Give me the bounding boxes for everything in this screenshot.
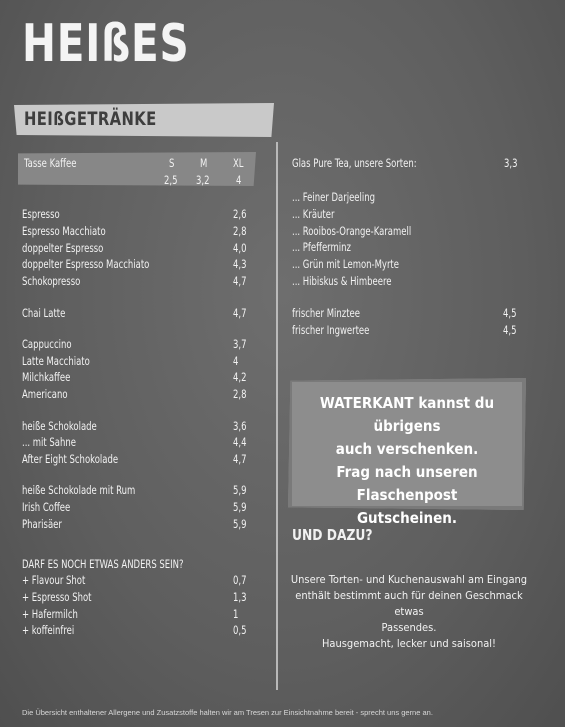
menu-item-price: 5,9 xyxy=(233,500,247,515)
menu-item-row xyxy=(22,224,250,240)
menu-item-name: + Espresso Shot xyxy=(22,589,92,604)
menu-item-row xyxy=(22,337,250,353)
menu-item-name: heiße Schokolade xyxy=(22,418,97,433)
menu-item-name: Schokopresso xyxy=(22,274,81,289)
gift-promo-text xyxy=(300,392,514,530)
menu-item-price: 4,2 xyxy=(233,370,247,385)
menu-item-price: 4,7 xyxy=(233,305,247,320)
menu-item-name: ... Kräuter xyxy=(292,206,335,221)
menu-item-row xyxy=(22,500,250,516)
menu-item-name: After Eight Schokolade xyxy=(22,452,119,467)
menu-item-name: Chai Latte xyxy=(22,305,66,320)
menu-item-price: 4,7 xyxy=(233,452,247,467)
menu-item-name: Espresso xyxy=(22,207,60,221)
menu-item-name: ... Rooibos-Orange-Karamell xyxy=(292,223,412,238)
menu-item-price: 2,6 xyxy=(233,207,247,221)
menu-item-row xyxy=(22,274,250,290)
menu-item-name: Americano xyxy=(22,387,68,402)
menu-item-price: 1,3 xyxy=(233,589,247,604)
menu-item-name: ... Pfefferminz xyxy=(292,240,351,255)
menu-item-name: + koffeinfrei xyxy=(22,623,75,638)
menu-item-price: 4,0 xyxy=(233,240,247,255)
menu-item-name: Latte Macchiato xyxy=(22,353,90,368)
menu-item-row xyxy=(22,257,250,273)
menu-item-row xyxy=(22,623,250,639)
menu-item-name: Milchkaffee xyxy=(22,370,71,385)
promo-line: Gutscheinen. xyxy=(356,509,458,527)
menu-item-row xyxy=(22,590,250,606)
und-dazu-line: enthält bestimmt auch für deinen Geschmack etwas xyxy=(295,589,523,618)
menu-item-name: Irish Coffee xyxy=(22,500,71,515)
menu-item-row xyxy=(22,207,250,223)
menu-item-price: 0,5 xyxy=(233,623,247,638)
promo-line: Frag nach unseren Flaschenpost xyxy=(336,463,478,504)
menu-item-price: 0,7 xyxy=(233,573,247,587)
menu-item-price: 1 xyxy=(233,606,239,621)
menu-item-name: ... Grün mit Lemon-Myrte xyxy=(292,257,399,272)
menu-item-name: doppelter Espresso xyxy=(22,240,104,255)
menu-item-row xyxy=(22,607,250,623)
menu-item-row xyxy=(292,323,522,339)
menu-item-price: 4,7 xyxy=(233,274,247,289)
size-m-price: 3,2 xyxy=(196,173,210,187)
menu-item-row xyxy=(22,483,250,499)
size-s-label: S xyxy=(169,156,175,170)
tea-label: Glas Pure Tea, unsere Sorten: xyxy=(292,156,417,170)
menu-item-price: 4 xyxy=(233,353,239,368)
menu-item-row xyxy=(22,452,250,468)
menu-item-name: heiße Schokolade mit Rum xyxy=(22,483,136,498)
size-xl-label: XL xyxy=(233,156,244,170)
menu-item-row xyxy=(292,306,522,322)
menu-item-row xyxy=(22,306,250,322)
size-m-label: M xyxy=(200,156,208,170)
menu-item-name: doppelter Espresso Macchiato xyxy=(22,257,150,272)
menu-item-row xyxy=(22,419,250,435)
menu-item-name: + Flavour Shot xyxy=(22,573,86,587)
und-dazu-line: Passendes. xyxy=(381,621,437,634)
menu-item-price: 4,5 xyxy=(503,322,517,337)
und-dazu-heading: UND DAZU? xyxy=(292,526,373,544)
column-divider xyxy=(276,142,278,690)
menu-item-price: 4,3 xyxy=(233,257,247,272)
extras-heading: DARF ES NOCH ETWAS ANDERS SEIN? xyxy=(22,557,184,571)
menu-item-row xyxy=(22,354,250,370)
menu-item-row xyxy=(22,573,250,589)
promo-line: auch verschenken. xyxy=(335,440,479,458)
menu-item-row xyxy=(292,190,522,206)
size-xl-price: 4 xyxy=(236,173,242,187)
allergen-footer-note: Die Übersicht enthaltener Allergene und Zusatzstoffe halten wir am Tresen zur Einsichtnahme bereit - sprecht uns gerne an. xyxy=(22,708,433,717)
menu-item-row xyxy=(22,370,250,386)
menu-item-name: Pharisäer xyxy=(22,517,62,531)
menu-item-row xyxy=(22,241,250,257)
menu-item-price: 2,8 xyxy=(233,387,247,402)
menu-item-row xyxy=(292,274,522,290)
menu-item-name: frischer Minztee xyxy=(292,306,360,320)
menu-item-row xyxy=(292,240,522,256)
und-dazu-text xyxy=(290,572,528,652)
menu-item-price: 5,9 xyxy=(233,483,247,498)
menu-item-name: frischer Ingwertee xyxy=(292,322,370,337)
und-dazu-line: Hausgemacht, lecker und saisonal! xyxy=(321,637,497,650)
menu-item-price: 4,4 xyxy=(233,435,247,450)
menu-item-name: ... Hibiskus & Himbeere xyxy=(292,274,392,288)
size-s-price: 2,5 xyxy=(164,173,178,187)
menu-item-row xyxy=(292,224,522,240)
menu-item-name: Espresso Macchiato xyxy=(22,223,106,238)
tea-price: 3,3 xyxy=(504,156,518,170)
menu-item-name: Cappuccino xyxy=(22,336,72,351)
menu-item-row xyxy=(22,517,250,533)
und-dazu-line: Unsere Torten- und Kuchenauswahl am Eingang xyxy=(290,573,528,586)
menu-item-name: ... mit Sahne xyxy=(22,435,76,450)
menu-item-row xyxy=(22,387,250,403)
menu-item-row xyxy=(292,207,522,223)
menu-item-name: ... Feiner Darjeeling xyxy=(292,190,375,204)
menu-item-price: 4,5 xyxy=(503,306,517,320)
menu-item-price: 3,6 xyxy=(233,418,247,433)
size-header-label: Tasse Kaffee xyxy=(24,156,77,170)
menu-item-price: 3,7 xyxy=(233,336,247,351)
menu-item-price: 2,8 xyxy=(233,223,247,238)
promo-line: WATERKANT kannst du übrigens xyxy=(319,394,495,435)
page-title: HEIßES xyxy=(22,14,190,74)
menu-item-row xyxy=(292,257,522,273)
menu-item-row xyxy=(22,435,250,451)
menu-item-price: 5,9 xyxy=(233,517,247,531)
menu-item-name: + Hafermilch xyxy=(22,606,78,621)
section-title: HEIßGETRÄNKE xyxy=(24,108,157,130)
